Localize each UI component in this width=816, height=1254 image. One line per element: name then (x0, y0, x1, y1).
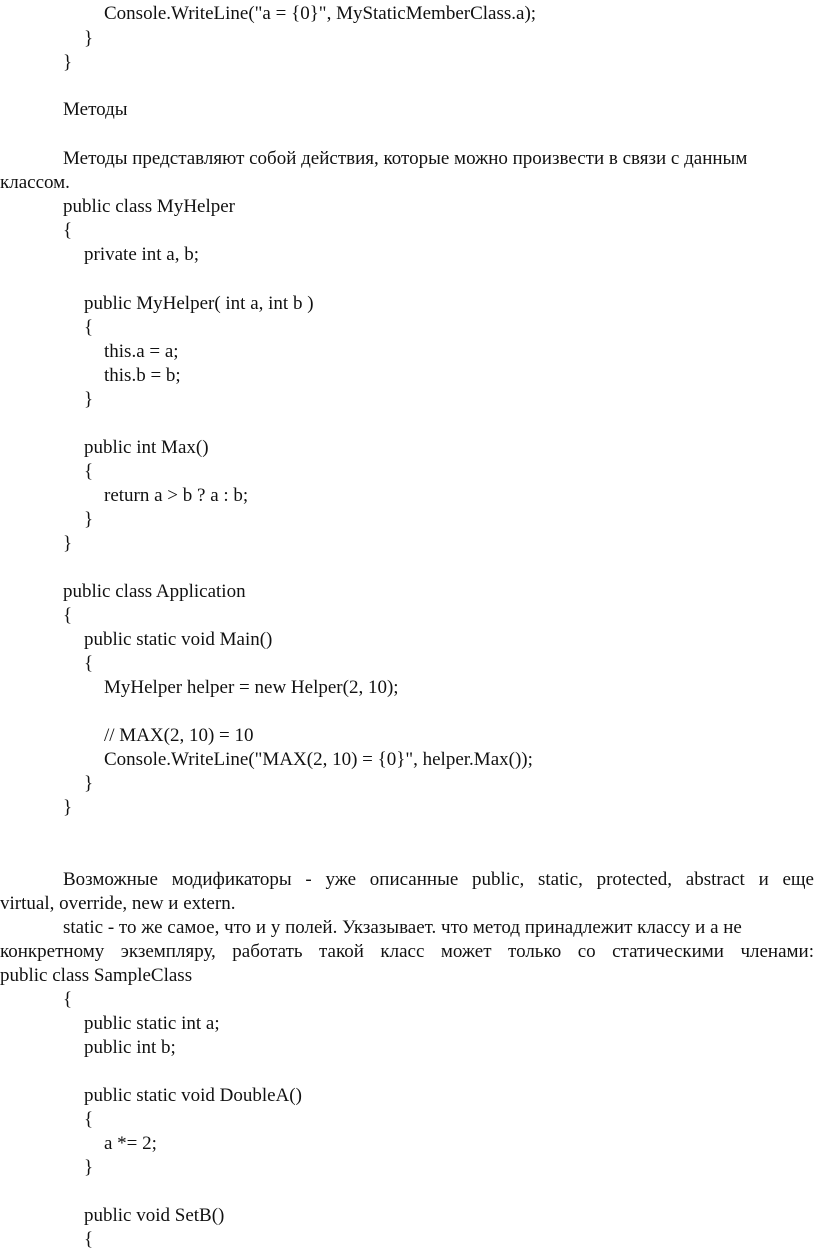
code-line: public static int a; (84, 1013, 220, 1034)
code-line: } (63, 52, 73, 73)
code-line: MyHelper helper = new Helper(2, 10); (104, 677, 399, 698)
code-line: Console.WriteLine("MAX(2, 10) = {0}", helper.Max()); (104, 749, 533, 770)
code-line: { (63, 220, 73, 241)
code-line: public int b; (84, 1037, 176, 1058)
code-line: public class Application (63, 581, 246, 602)
code-line: private int a, b; (84, 244, 200, 265)
code-line: Console.WriteLine("a = {0}", MyStaticMemberClass.a); (104, 3, 537, 24)
code-line: public class MyHelper (63, 196, 236, 217)
code-line: } (63, 533, 73, 554)
code-line: public static void Main() (84, 629, 273, 650)
code-line: } (84, 28, 94, 49)
code-line: { (63, 605, 73, 626)
code-line: return a > b ? a : b; (104, 485, 249, 506)
code-line: } (84, 389, 94, 410)
code-line: { (84, 1229, 94, 1250)
code-line: { (84, 653, 94, 674)
paragraph-line: virtual, override, new и extern. (0, 893, 236, 914)
code-comment: // MAX(2, 10) = 10 (104, 725, 254, 746)
code-line: this.b = b; (104, 365, 181, 386)
code-line: public int Max() (84, 437, 209, 458)
code-line: { (84, 461, 94, 482)
code-line: public void SetB() (84, 1205, 225, 1226)
code-line: this.a = a; (104, 341, 179, 362)
code-line: public static void DoubleA() (84, 1085, 302, 1106)
code-line: } (63, 797, 73, 818)
code-line: { (84, 317, 94, 338)
paragraph-line: static - то же самое, что и у полей. Укзазывает. что метод принадлежит классу и а не (63, 917, 742, 938)
paragraph-line: Возможные модификаторы - уже описанные public, static, protected, abstract и еще (63, 869, 814, 890)
code-line: { (84, 1109, 94, 1130)
section-heading: Методы (63, 99, 128, 120)
code-line: { (63, 989, 73, 1010)
code-line: } (84, 773, 94, 794)
code-line: } (84, 1157, 94, 1178)
code-line: public MyHelper( int a, int b ) (84, 293, 314, 314)
paragraph-line: Методы представляют собой действия, которые можно произвести в связи с данным (63, 148, 748, 169)
paragraph-line: конкретному экземпляру, работать такой класс может только со статическими членами: (0, 941, 814, 962)
paragraph-line: классом. (0, 172, 70, 193)
code-line: public class SampleClass (0, 965, 193, 986)
code-line: a *= 2; (104, 1133, 157, 1154)
code-line: } (84, 509, 94, 530)
